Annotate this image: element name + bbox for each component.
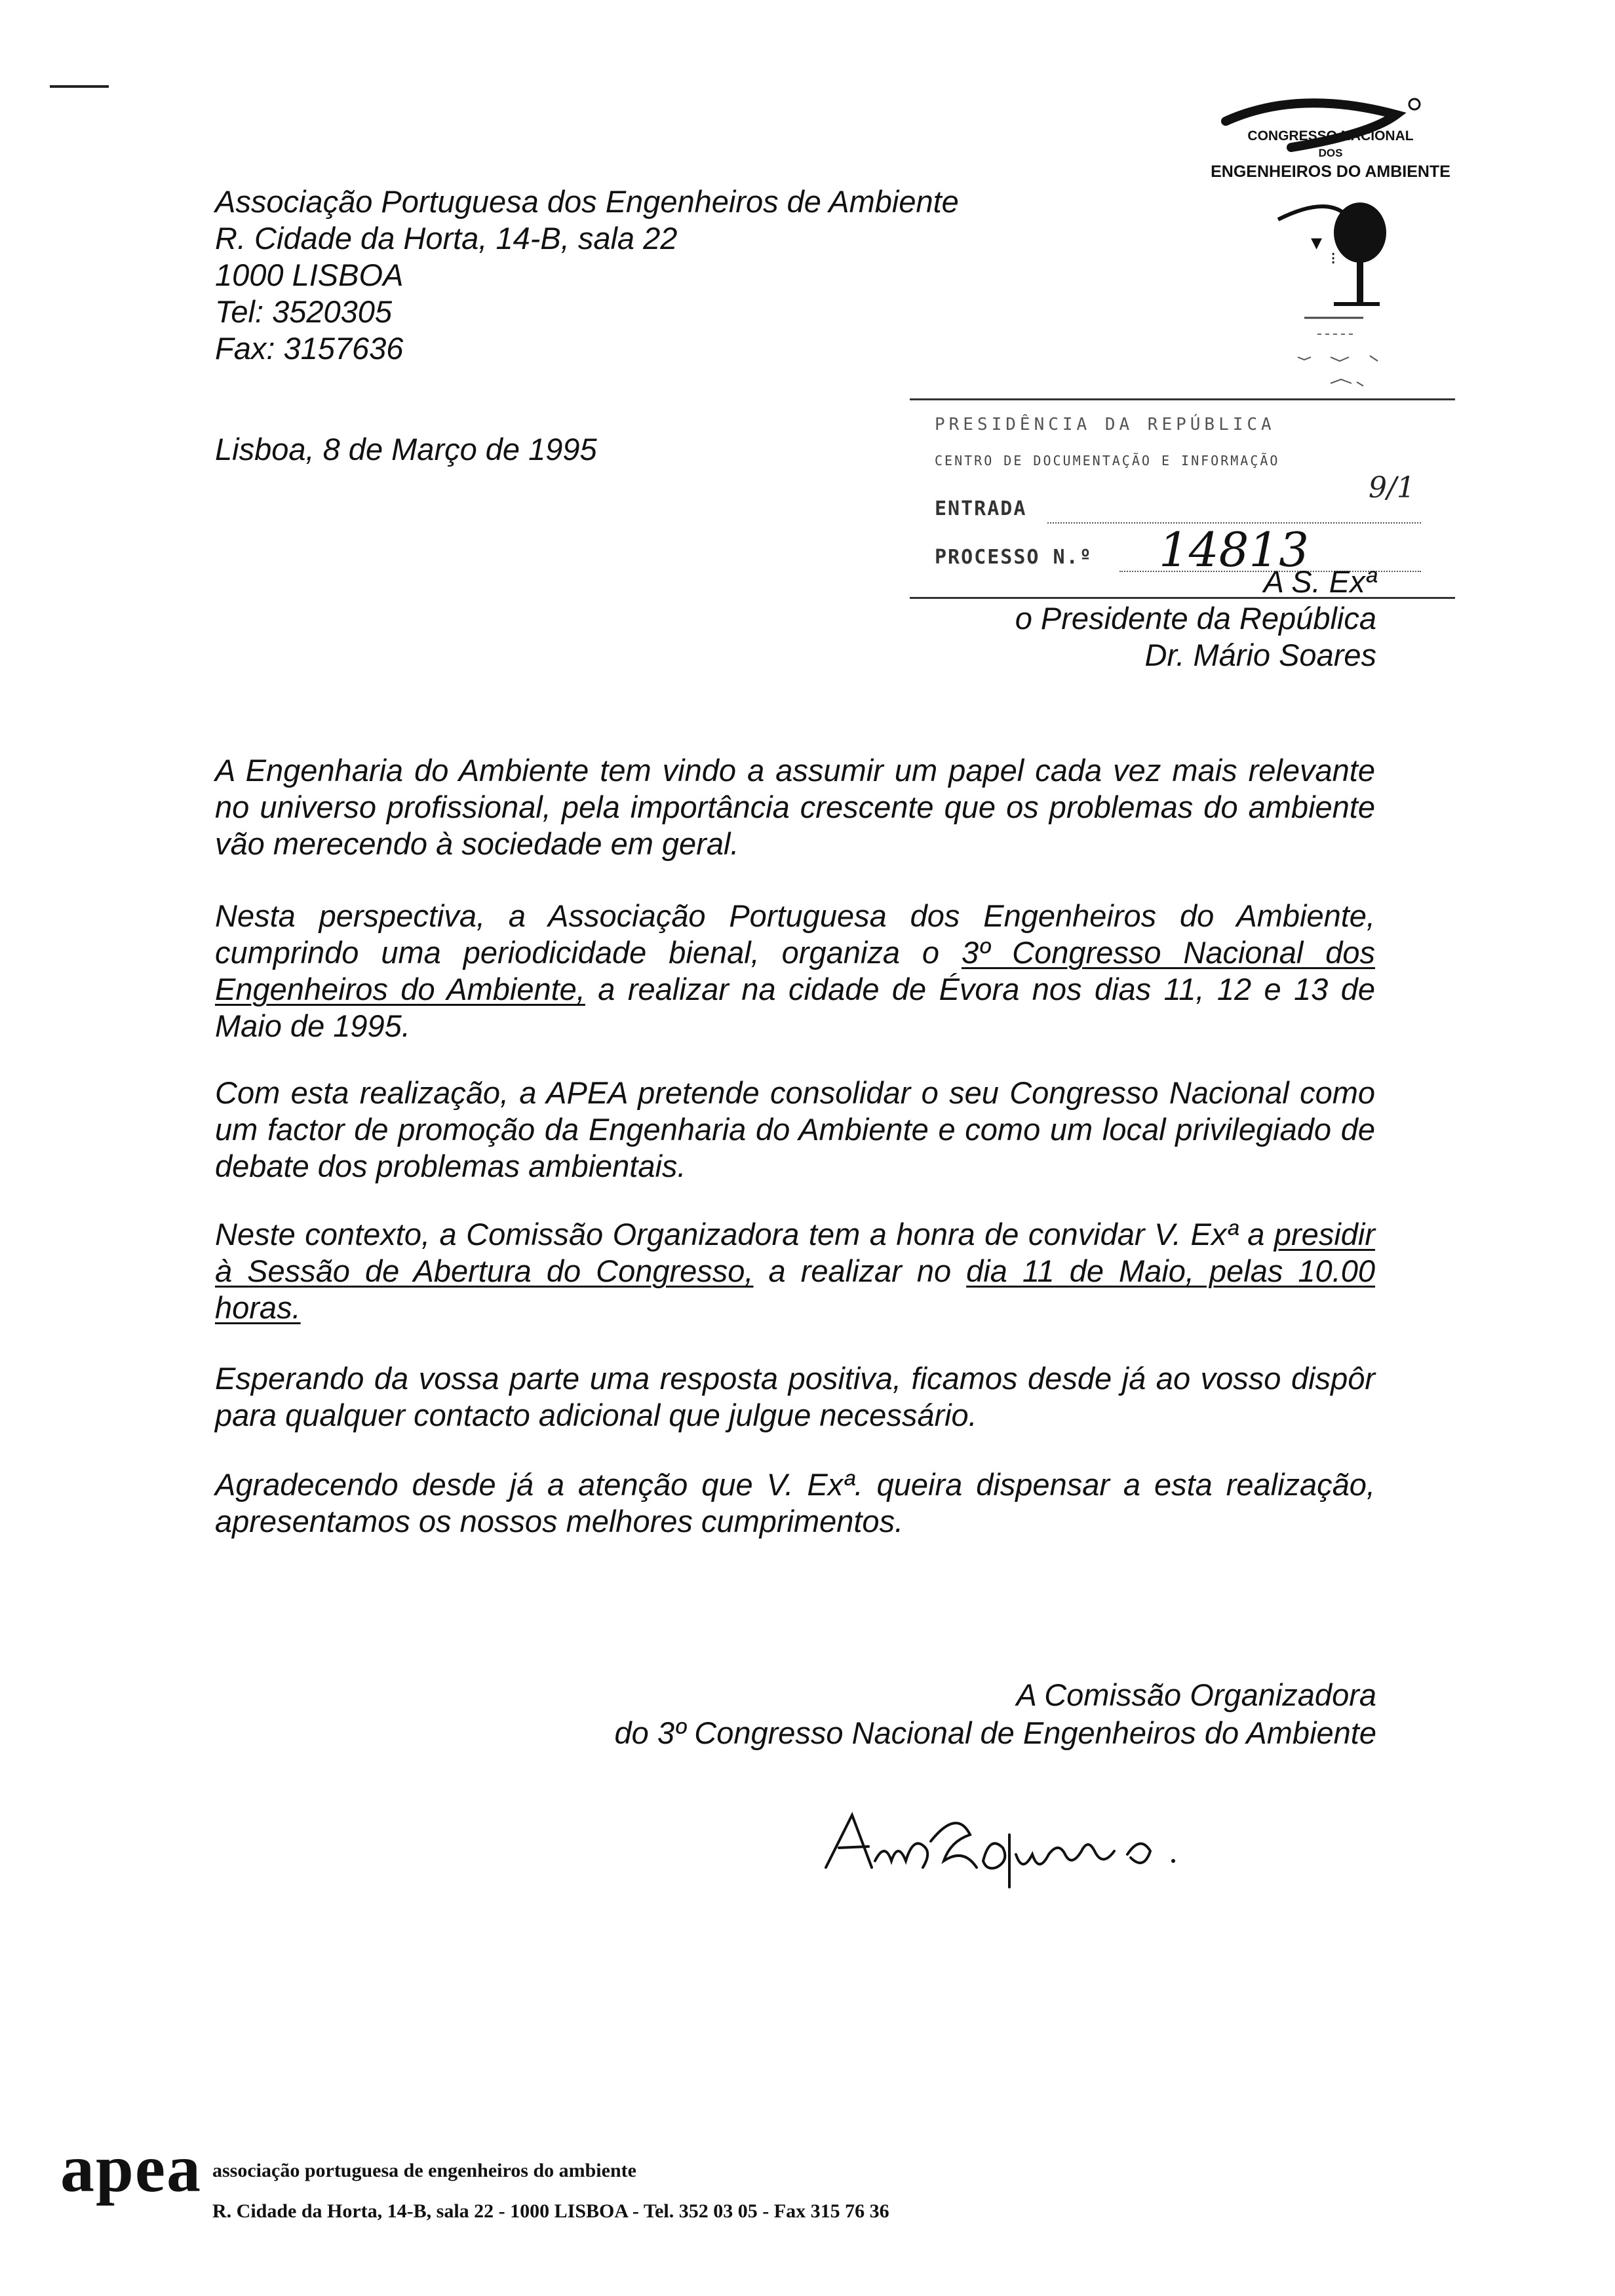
footer-brand: apea (60, 2131, 202, 2206)
footer-contact: R. Cidade da Horta, 14-B, sala 22 - 1000 LISBOA - Tel. 352 03 05 - Fax 315 76 36 (212, 2200, 889, 2222)
sender-city: 1000 LISBOA (215, 258, 404, 292)
recipient-line-3: Dr. Mário Soares (1144, 638, 1376, 672)
paragraph-1: A Engenharia do Ambiente tem vindo a assumir um papel cada vez mais relevante no universo profissional, pela importância crescente que os problemas do ambiente vão merecendo à sociedade em geral. (215, 753, 1375, 861)
paragraph-2 (215, 898, 1375, 1044)
stamp-processo-label: PROCESSO N.º (935, 546, 1093, 569)
paragraph-3: Com esta realização, a APEA pretende consolidar o seu Congresso Nacional como um factor de promoção da Engenharia do Ambiente e como um local privilegiado de debate dos problemas ambientais. (215, 1075, 1375, 1183)
stamp-header: PRESIDÊNCIA DA REPÚBLICA (935, 415, 1275, 434)
sender-tel: Tel: 3520305 (215, 294, 393, 329)
sender-address: R. Cidade da Horta, 14-B, sala 22 (215, 221, 678, 256)
paragraph-2-start: Nesta perspectiva, a Associação Portuguesa dos Engenheiros do Ambiente, cumprindo uma periodicidade bienal, organiza o (215, 898, 1375, 970)
opening-session-underlined: presidir à Sessão de Abertura do Congresso, (215, 1217, 1375, 1288)
congress-name-underlined: 3º Congresso Nacional dos Engenheiros do Ambiente, (215, 935, 1375, 1006)
sender-block (215, 183, 959, 367)
recipient-line-1: A S. Exª (1263, 564, 1376, 599)
paragraph-4 (215, 1216, 1375, 1326)
footer-org-name: associação portuguesa de engenheiros do ambiente (212, 2160, 636, 2181)
paragraph-6: Agradecendo desde já a atenção que V. Exª. queira dispensar a esta realização, apresentamos os nossos melhores cumprimentos. (215, 1467, 1375, 1539)
paragraph-5: Esperando da vossa parte uma resposta positiva, ficamos desde já ao vosso dispôr para qualquer contacto adicional que julgue necessário. (215, 1361, 1375, 1432)
stamp-processo-number: 14813 (1159, 522, 1310, 577)
session-date-underlined: dia 11 de Maio, pelas 10.00 horas. (215, 1253, 1376, 1325)
svg-text:▾: ▾ (1311, 229, 1323, 256)
handwritten-signature (819, 1789, 1239, 1894)
closing-line-2: do 3º Congresso Nacional de Engenheiros do Ambiente (614, 1715, 1376, 1750)
scan-mark (50, 85, 109, 88)
logo-line-1: CONGRESSO NACIONAL (1247, 128, 1414, 144)
logo-line-3: ENGENHEIROS DO AMBIENTE (1211, 163, 1450, 181)
svg-text:⁝: ⁝ (1331, 249, 1336, 269)
stamp-subheader: CENTRO DE DOCUMENTAÇÃO E INFORMAÇÃO (935, 453, 1280, 469)
paragraph-4-start: Neste contexto, a Comissão Organizadora tem a honra de convidar V. Exª a (215, 1217, 1274, 1252)
stamp-entrada-label: ENTRADA (935, 497, 1027, 520)
letter-date: Lisboa, 8 de Março de 1995 (215, 432, 597, 467)
recipient-line-2: o Presidente da República (1015, 601, 1376, 636)
paragraph-2-end: a realizar na cidade de Évora nos dias 11, 12 e 13 de Maio de 1995. (215, 972, 1375, 1043)
sender-fax: Fax: 3157636 (215, 331, 404, 366)
recipient-block (1015, 564, 1376, 674)
closing-block (615, 1676, 1376, 1752)
sender-name: Associação Portuguesa dos Engenheiros de Ambiente (215, 184, 959, 219)
paragraph-4-middle: a realizar no (753, 1253, 967, 1288)
stamp-handwritten-mark: 9/1 (1369, 471, 1415, 505)
closing-line-1: A Comissão Organizadora (1016, 1677, 1376, 1712)
logo-line-2: DOS (1318, 147, 1343, 159)
